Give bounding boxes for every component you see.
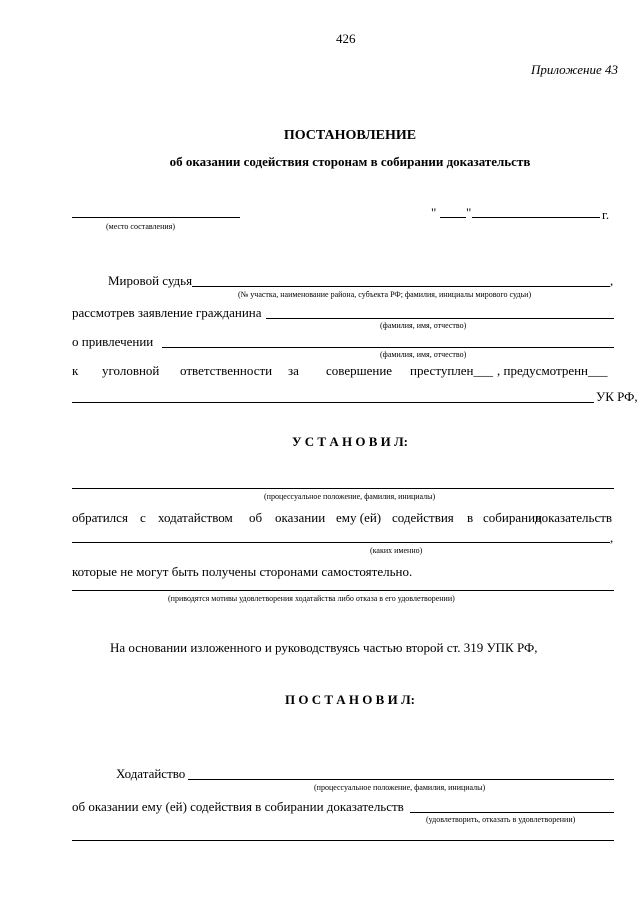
liability-word: ответственности xyxy=(180,363,273,378)
application-label: рассмотрев заявление гражданина xyxy=(72,305,262,320)
liability-word: к xyxy=(72,363,79,378)
liability-word: за xyxy=(288,363,299,378)
document-subtitle: об оказании содействия сторонам в собирании доказательств xyxy=(169,154,531,169)
motion-line xyxy=(188,779,614,780)
petition-word: доказательств xyxy=(535,510,613,525)
date-quote-open: " xyxy=(431,205,437,220)
attraction-label: о привлечении xyxy=(72,334,154,349)
motives-line xyxy=(72,590,614,591)
motives-caption: (приводятся мотивы удовлетворения ходатайства либо отказа в его удовлетворении) xyxy=(168,594,455,603)
petition-word: об xyxy=(249,510,263,525)
petition-word: обратился xyxy=(72,510,128,525)
attraction-caption: (фамилия, имя, отчество) xyxy=(380,350,467,359)
judge-label: Мировой судья xyxy=(108,273,193,288)
petition-word: оказании xyxy=(275,510,326,525)
party-caption: (процессуальное положение, фамилия, инициалы) xyxy=(264,492,436,501)
petition-word: ходатайством xyxy=(158,510,233,525)
liability-word: совершение xyxy=(326,363,393,378)
liability-word: преступлен___ xyxy=(410,363,494,378)
established-heading: У С Т А Н О В И Л: xyxy=(291,434,408,449)
closing-line xyxy=(72,840,614,841)
provision-caption: (удовлетворить, отказать в удовлетворении) xyxy=(426,815,576,824)
attraction-line xyxy=(162,347,614,348)
petition-word: в xyxy=(467,510,474,525)
place-line xyxy=(72,217,240,218)
basis-text: На основании изложенного и руководствуясь частью второй ст. 319 УПК РФ, xyxy=(110,640,538,655)
place-caption: (место составления) xyxy=(106,222,175,231)
party-line xyxy=(72,488,614,489)
application-caption: (фамилия, имя, отчество) xyxy=(380,321,467,330)
judge-end: , xyxy=(610,273,614,288)
petition-end: , xyxy=(610,530,614,545)
petition-word: с xyxy=(140,510,146,525)
judge-line xyxy=(192,286,610,287)
motion-label: Ходатайство xyxy=(116,766,186,781)
liability-word: , предусмотренн___ xyxy=(497,363,608,378)
provision-label: об оказании ему (ей) содействия в собирании доказательств xyxy=(72,799,404,814)
petition-caption: (каких именно) xyxy=(370,546,423,555)
petition-line xyxy=(72,542,610,543)
petition-word: собирании xyxy=(483,510,542,525)
page-number: 426 xyxy=(336,31,356,46)
resolved-heading: П О С Т А Н О В И Л: xyxy=(285,692,415,707)
date-year-suffix: г. xyxy=(602,207,610,222)
appendix-label: Приложение 43 xyxy=(530,62,618,77)
article-line xyxy=(72,402,594,403)
application-line xyxy=(266,318,614,319)
provision-line xyxy=(410,812,614,813)
motion-caption: (процессуальное положение, фамилия, инициалы) xyxy=(314,783,486,792)
liability-word: уголовной xyxy=(102,363,160,378)
article-suffix: УК РФ, xyxy=(596,389,638,404)
cannot-obtain-text: которые не могут быть получены сторонами самостоятельно. xyxy=(72,564,413,579)
petition-word: содействия xyxy=(392,510,454,525)
date-day-line xyxy=(440,217,466,218)
date-quote-close: " xyxy=(466,205,472,220)
date-month-line xyxy=(472,217,600,218)
document-title: ПОСТАНОВЛЕНИЕ xyxy=(283,128,417,143)
judge-caption: (№ участка, наименование района, субъекта РФ; фамилия, инициалы мирового судьи) xyxy=(238,290,532,299)
petition-word: ему (ей) xyxy=(336,510,382,525)
